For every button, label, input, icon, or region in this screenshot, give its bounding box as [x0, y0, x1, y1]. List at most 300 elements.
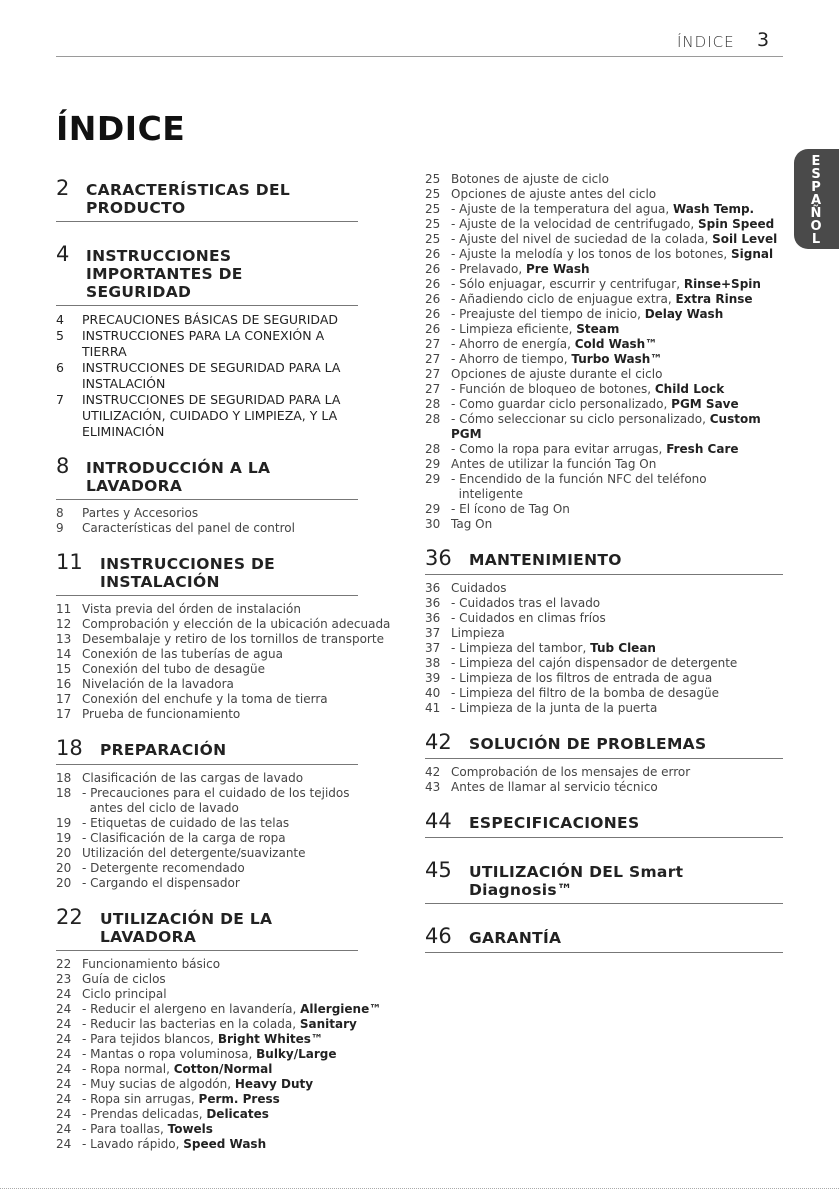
toc-entry-line: Limpieza	[451, 626, 505, 640]
toc-section-title-line: SOLUCIÓN DE PROBLEMAS	[469, 735, 707, 753]
toc-entry[interactable]	[425, 307, 783, 322]
toc-entry[interactable]	[56, 846, 358, 861]
toc-section-title	[100, 910, 358, 946]
toc-entry-text	[451, 472, 783, 502]
toc-entry[interactable]	[56, 987, 358, 1002]
toc-section-page: 18	[56, 736, 83, 760]
toc-section-page: 8	[56, 454, 70, 478]
toc-entry-text	[451, 352, 783, 367]
toc-entry-line: - Reducir el alergeno en lavandería,	[82, 1002, 301, 1016]
toc-entry[interactable]	[425, 765, 783, 780]
toc-entry-bold-term: Perm. Press	[198, 1092, 280, 1106]
toc-entry[interactable]	[56, 506, 358, 521]
toc-entry-line: Comprobación y elección de la ubicación adecuada	[82, 617, 391, 631]
toc-section-heading[interactable]	[56, 736, 358, 765]
toc-entry-page: 24	[56, 1107, 72, 1121]
toc-entry[interactable]	[425, 581, 783, 596]
toc-section-title	[469, 929, 561, 947]
toc-entry[interactable]	[56, 831, 358, 846]
toc-section-heading[interactable]	[56, 905, 358, 951]
toc-entry-line: Prueba de funcionamiento	[82, 707, 241, 721]
toc-entry-text	[82, 647, 358, 662]
toc-entry-line: Clasificación de las cargas de lavado	[82, 771, 304, 785]
toc-entry-line: - Detergente recomendado	[82, 861, 245, 875]
toc-entry-line: Desembalaje y retiro de los tornillos de transporte	[82, 632, 384, 646]
toc-section-heading[interactable]	[56, 550, 358, 596]
toc-section-title-line: INSTRUCCIONES IMPORTANTES DE	[86, 247, 243, 283]
toc-entry-bold-term: Soil Level	[712, 232, 778, 246]
language-tab	[794, 149, 839, 249]
toc-entry[interactable]	[425, 671, 783, 686]
toc-entry-page: 19	[56, 816, 72, 830]
toc-entry[interactable]	[56, 632, 384, 647]
toc-entry-page: 24	[56, 1047, 72, 1061]
toc-entry-page: 30	[425, 517, 441, 531]
toc-entry-line: - Limpieza del cajón dispensador de detergente	[451, 656, 738, 670]
toc-entry-line: INSTALACIÓN	[82, 376, 166, 391]
toc-entry[interactable]	[56, 1032, 358, 1047]
toc-entry[interactable]	[425, 217, 783, 232]
toc-section-page: 44	[425, 809, 452, 833]
toc-entry-text	[451, 596, 783, 611]
toc-entry-text	[451, 581, 783, 596]
language-tab-label: ESPAÑOL	[808, 153, 824, 245]
toc-entry-text	[82, 831, 358, 846]
toc-entry-page: 26	[425, 277, 441, 291]
toc-entry-text	[451, 780, 783, 795]
toc-entry[interactable]	[56, 312, 358, 328]
toc-entry-text	[82, 602, 358, 617]
toc-entry-text	[82, 662, 358, 677]
toc-entry-page: 20	[56, 861, 72, 875]
toc-entry-bold-term: Heavy Duty	[234, 1077, 314, 1091]
toc-entry-line: Conexión del tubo de desagüe	[82, 662, 265, 676]
toc-entry-bold-term: Bright Whites™	[217, 1032, 323, 1046]
toc-entry-page: 12	[56, 617, 72, 631]
toc-entry[interactable]	[56, 1062, 358, 1077]
toc-entry[interactable]	[425, 686, 783, 701]
toc-gap	[425, 795, 783, 809]
toc-entry-line: - Para tejidos blancos,	[82, 1032, 218, 1046]
toc-entry-page: 28	[425, 412, 441, 426]
toc-entry-text	[451, 686, 783, 701]
toc-entry-text	[451, 277, 783, 292]
page-number: 3	[757, 29, 770, 51]
toc-entry-page: 24	[56, 1137, 72, 1151]
toc-entry[interactable]	[425, 172, 783, 187]
toc-entry-line: - Ropa sin arrugas,	[82, 1092, 199, 1106]
toc-entry-page: 14	[56, 647, 72, 661]
toc-entry-text	[82, 876, 358, 891]
toc-section-title	[469, 814, 639, 832]
toc-entry-text	[451, 292, 783, 307]
toc-section-title-line: MANTENIMIENTO	[469, 551, 622, 569]
toc-entry[interactable]	[425, 780, 783, 795]
toc-entry-bold-term: Pre Wash	[525, 262, 590, 276]
toc-entry-bold-term: Custom PGM	[451, 412, 761, 441]
toc-entry[interactable]	[425, 596, 783, 611]
toc-entry-page: 28	[425, 442, 441, 456]
toc-entry-bold-term: Speed Wash	[183, 1137, 267, 1151]
toc-entry-line: - Ahorro de tiempo,	[451, 352, 572, 366]
toc-entry-line: - Como la ropa para evitar arrugas,	[451, 442, 667, 456]
toc-section-heading[interactable]	[56, 454, 358, 500]
toc-entry[interactable]	[56, 1137, 358, 1152]
toc-gap	[425, 910, 783, 924]
toc-entry-page: 4	[56, 312, 64, 327]
toc-section-title-line: SEGURIDAD	[86, 283, 192, 301]
toc-entry-page: 20	[56, 876, 72, 890]
toc-entry-text	[82, 1002, 381, 1017]
toc-entry-line: - Cuidados tras el lavado	[451, 596, 601, 610]
toc-entry-text	[451, 217, 783, 232]
toc-entry-text	[451, 502, 783, 517]
toc-entry-text	[82, 506, 358, 521]
toc-entry-page: 24	[56, 1032, 72, 1046]
toc-section-title	[469, 735, 706, 753]
toc-entry-text	[451, 322, 783, 337]
toc-entry-line: Guía de ciclos	[82, 972, 166, 986]
toc-section-title-line: UTILIZACIÓN DEL Smart Diagnosis™	[469, 863, 684, 899]
toc-entry-page: 11	[56, 602, 72, 616]
toc-entry[interactable]	[425, 397, 783, 412]
toc-entry[interactable]	[56, 647, 358, 662]
toc-entry[interactable]	[56, 692, 358, 707]
toc-gap	[425, 532, 783, 546]
toc-entry[interactable]	[56, 328, 358, 360]
toc-entry[interactable]	[425, 337, 783, 352]
toc-entry-page: 39	[425, 671, 441, 685]
toc-entry-page: 26	[425, 247, 441, 261]
toc-entry[interactable]	[425, 232, 783, 247]
toc-entry-text	[451, 187, 783, 202]
toc-entry-line: Opciones de ajuste durante el ciclo	[451, 367, 663, 381]
toc-entry-text	[82, 692, 358, 707]
toc-entry[interactable]	[56, 521, 358, 536]
toc-entry-bold-term: Bulky/Large	[256, 1047, 337, 1061]
toc-entry[interactable]	[56, 861, 358, 876]
toc-section-heading[interactable]	[56, 176, 358, 222]
toc-entry-line: - Sólo enjuagar, escurrir y centrifugar,	[451, 277, 684, 291]
toc-entry[interactable]	[425, 701, 783, 716]
toc-entry-line: - Como guardar ciclo personalizado,	[451, 397, 672, 411]
toc-entry[interactable]	[425, 352, 783, 367]
toc-section-title-line: INSTRUCCIONES DE INSTALACIÓN	[100, 555, 276, 591]
toc-entry[interactable]	[56, 957, 358, 972]
toc-section-title	[86, 247, 358, 301]
toc-section-page: 2	[56, 176, 70, 200]
toc-entry-page: 13	[56, 632, 72, 646]
toc-section-heading[interactable]	[425, 730, 783, 759]
toc-entry-page: 27	[425, 367, 441, 381]
toc-entry-page: 18	[56, 771, 72, 785]
toc-entry[interactable]	[425, 367, 783, 382]
toc-entry-line: Tag On	[451, 517, 493, 531]
toc-entry-bold-term: Child Lock	[654, 382, 725, 396]
toc-entry-text	[451, 172, 783, 187]
toc-entry-page: 25	[425, 202, 441, 216]
toc-section-title-line: INTRODUCCIÓN A LA LAVADORA	[86, 459, 271, 495]
toc-section-page: 4	[56, 242, 70, 266]
toc-entry[interactable]	[425, 457, 783, 472]
toc-entry[interactable]	[425, 187, 783, 202]
toc-entry-page: 20	[56, 846, 72, 860]
toc-entry-text	[82, 1032, 358, 1047]
toc-entry-page: 37	[425, 626, 441, 640]
toc-entry-line: - Limpieza de los filtros de entrada de agua	[451, 671, 713, 685]
toc-entry-page: 17	[56, 707, 72, 721]
toc-entry[interactable]	[425, 412, 783, 442]
toc-entry-text	[451, 765, 783, 780]
toc-entry-text	[82, 1107, 358, 1122]
toc-entry-text	[82, 1077, 358, 1092]
toc-section-page: 36	[425, 546, 452, 570]
toc-entry[interactable]	[56, 392, 358, 440]
toc-entry-page: 43	[425, 780, 441, 794]
toc-section-heading[interactable]	[56, 242, 358, 306]
toc-entry-line: - Limpieza del filtro de la bomba de desagüe	[451, 686, 720, 700]
toc-entry[interactable]	[56, 1047, 358, 1062]
toc-entry[interactable]	[56, 1017, 358, 1032]
toc-entry-text	[82, 816, 358, 831]
toc-entry-page: 6	[56, 360, 64, 375]
toc-entry-text	[82, 677, 358, 692]
toc-entry-page: 24	[56, 1062, 72, 1076]
toc-entry-line: - Prendas delicadas,	[82, 1107, 207, 1121]
toc-section-title	[86, 181, 358, 217]
toc-entry-line: - Función de bloqueo de botones,	[451, 382, 655, 396]
toc-entry-bold-term: Fresh Care	[666, 442, 739, 456]
toc-entry-page: 25	[425, 217, 441, 231]
toc-entry[interactable]	[425, 472, 783, 502]
toc-entry-line: - Limpieza eficiente,	[451, 322, 577, 336]
toc-entry[interactable]	[425, 247, 783, 262]
toc-entry-page: 26	[425, 307, 441, 321]
toc-entry-line: Cuidados	[451, 581, 507, 595]
toc-entry-line: Ciclo principal	[82, 987, 167, 1001]
toc-section-page: 42	[425, 730, 452, 754]
toc-entry-bold-term: Cold Wash™	[574, 337, 658, 351]
toc-section-heading[interactable]	[425, 809, 783, 838]
toc-entry-page: 36	[425, 581, 441, 595]
toc-entry-line: - Encendido de la función NFC del teléfono	[451, 472, 707, 486]
toc-entry-page: 9	[56, 521, 64, 535]
toc-entry-line: INSTRUCCIONES PARA LA CONEXIÓN A	[82, 328, 325, 343]
toc-entry-line: Opciones de ajuste antes del ciclo	[451, 187, 657, 201]
toc-entry-text	[451, 397, 783, 412]
toc-entry-line: Botones de ajuste de ciclo	[451, 172, 609, 186]
toc-entry[interactable]	[425, 262, 783, 277]
toc-entry-page: 24	[56, 987, 72, 1001]
toc-entry[interactable]	[56, 707, 358, 722]
toc-entry[interactable]	[56, 876, 358, 891]
toc-entry-line: - Cargando el dispensador	[82, 876, 240, 890]
toc-entry-line: Comprobación de los mensajes de error	[451, 765, 691, 779]
toc-entry-page: 42	[425, 765, 441, 779]
toc-section-title	[469, 863, 783, 899]
toc-entry-line: Utilización del detergente/suavizante	[82, 846, 306, 860]
toc-entry-bold-term: Spin Speed	[698, 217, 775, 231]
toc-entry-bold-term: Delicates	[206, 1107, 269, 1121]
toc-entry-text	[82, 707, 358, 722]
toc-section-title-line: PREPARACIÓN	[100, 741, 227, 759]
toc-entry[interactable]	[56, 1002, 382, 1017]
toc-entry-text	[451, 337, 783, 352]
toc-entry-text	[451, 412, 783, 442]
toc-entry-text	[451, 367, 783, 382]
toc-entry[interactable]	[56, 771, 358, 786]
toc-entry-page: 25	[425, 172, 441, 186]
toc-entry-line: PRECAUCIONES BÁSICAS DE SEGURIDAD	[82, 312, 339, 327]
toc-gap	[56, 536, 358, 550]
toc-entry[interactable]	[425, 382, 783, 397]
toc-entry[interactable]	[56, 602, 358, 617]
toc-gap	[56, 722, 358, 736]
toc-entry-page: 29	[425, 472, 441, 486]
toc-entry[interactable]	[56, 1107, 358, 1122]
toc-entry-text	[82, 1137, 358, 1152]
toc-entry[interactable]	[56, 1092, 358, 1107]
toc-entry-line: - El ícono de Tag On	[451, 502, 570, 516]
toc-entry-line: UTILIZACIÓN, CUIDADO Y LIMPIEZA, Y LA	[82, 408, 338, 423]
toc-entry-page: 15	[56, 662, 72, 676]
toc-entry[interactable]	[56, 1122, 358, 1137]
toc-entry-text	[451, 671, 783, 686]
toc-entry-bold-term: Rinse+Spin	[683, 277, 761, 291]
toc-entry-page: 26	[425, 322, 441, 336]
toc-entry-line: TIERRA	[82, 344, 127, 359]
toc-entry-text	[82, 846, 358, 861]
toc-entry-line: - Para toallas,	[82, 1122, 168, 1136]
toc-entry-page: 22	[56, 957, 72, 971]
toc-entry[interactable]	[56, 786, 358, 816]
toc-entry[interactable]	[56, 360, 358, 392]
toc-entry-page: 26	[425, 262, 441, 276]
toc-entry-line: Antes de utilizar la función Tag On	[451, 457, 657, 471]
toc-entry-line: Funcionamiento básico	[82, 957, 221, 971]
toc-section-heading[interactable]	[425, 546, 783, 575]
toc-entry-bold-term: Sanitary	[299, 1017, 357, 1031]
toc-entry-line: - Cuidados en climas fríos	[451, 611, 606, 625]
toc-section-page: 46	[425, 924, 452, 948]
toc-entry[interactable]	[425, 277, 783, 292]
toc-entry[interactable]	[425, 442, 783, 457]
toc-entry[interactable]	[425, 322, 783, 337]
header-label: ÍNDICE	[677, 33, 735, 51]
toc-entry[interactable]	[56, 662, 358, 677]
toc-entry-bold-term: Tub Clean	[590, 641, 656, 655]
toc-entry-page: 26	[425, 292, 441, 306]
toc-entry-bold-term: Cotton/Normal	[173, 1062, 273, 1076]
toc-entry-line: Conexión del enchufe y la toma de tierra	[82, 692, 328, 706]
toc-entry[interactable]	[425, 656, 783, 671]
toc-gap	[425, 844, 783, 858]
toc-entry[interactable]	[56, 1077, 358, 1092]
toc-entry[interactable]	[425, 626, 783, 641]
toc-right-column	[425, 172, 783, 959]
toc-entry[interactable]	[56, 816, 358, 831]
toc-entry-text	[82, 328, 358, 360]
toc-section-title	[469, 551, 622, 569]
toc-gap	[425, 716, 783, 730]
toc-entry-bold-term: Signal	[730, 247, 774, 261]
toc-entry-text	[82, 987, 358, 1002]
toc-entry-page: 27	[425, 352, 441, 366]
toc-entry-line: - Ahorro de energía,	[451, 337, 575, 351]
page-bottom-edge	[0, 1188, 839, 1189]
toc-entry-text	[451, 626, 783, 641]
toc-entry-text	[82, 1122, 358, 1137]
toc-section-page: 11	[56, 550, 83, 574]
toc-entry-page: 18	[56, 786, 72, 800]
toc-entry-text	[451, 202, 783, 217]
toc-entry-bold-term: PGM Save	[671, 397, 739, 411]
toc-entry-line: Nivelación de la lavadora	[82, 677, 234, 691]
toc-entry[interactable]	[425, 611, 783, 626]
toc-entry-page: 16	[56, 677, 72, 691]
toc-entry-page: 29	[425, 457, 441, 471]
toc-entry-line: - Clasificación de la carga de ropa	[82, 831, 286, 845]
toc-entry-text	[82, 786, 358, 816]
toc-section-title-line: GARANTÍA	[469, 929, 562, 947]
toc-entry-page: 38	[425, 656, 441, 670]
toc-entry-text	[82, 312, 358, 328]
toc-entry-line: - Preajuste del tiempo de inicio,	[451, 307, 645, 321]
toc-entry-page: 23	[56, 972, 72, 986]
toc-entry[interactable]	[425, 202, 783, 217]
toc-entry-page: 27	[425, 382, 441, 396]
toc-entry-line: - Cómo seleccionar su ciclo personalizado,	[451, 412, 710, 426]
toc-entry-text	[451, 382, 783, 397]
toc-entry[interactable]	[425, 517, 783, 532]
toc-entry-text	[82, 1047, 358, 1062]
toc-section-heading[interactable]	[425, 858, 783, 904]
toc-entry-text	[451, 611, 783, 626]
toc-entry-page: 36	[425, 611, 441, 625]
toc-entry-page: 29	[425, 502, 441, 516]
toc-entry-bold-term: Turbo Wash™	[571, 352, 663, 366]
toc-entry-line: ELIMINACIÓN	[82, 424, 165, 439]
toc-entry-page: 19	[56, 831, 72, 845]
toc-left-column	[56, 176, 391, 1152]
toc-section-title	[100, 741, 226, 759]
toc-entry-page: 28	[425, 397, 441, 411]
toc-entry-line: Partes y Accesorios	[82, 506, 199, 520]
toc-entry[interactable]	[56, 972, 358, 987]
toc-entry[interactable]	[425, 641, 783, 656]
toc-entry-page: 8	[56, 506, 64, 520]
toc-entry-text	[82, 1017, 358, 1032]
toc-entry[interactable]	[56, 617, 391, 632]
toc-entry[interactable]	[425, 502, 783, 517]
toc-entry-page: 24	[56, 1122, 72, 1136]
toc-entry-line: - Ajuste de la temperatura del agua,	[451, 202, 673, 216]
toc-entry-text	[451, 517, 783, 532]
toc-entry-page: 36	[425, 596, 441, 610]
toc-entry-bold-term: Delay Wash	[644, 307, 724, 321]
toc-entry[interactable]	[425, 292, 783, 307]
toc-entry-text	[451, 262, 783, 277]
toc-entry-bold-term: Extra Rinse	[675, 292, 753, 306]
toc-entry-text	[451, 457, 783, 472]
toc-entry-page: 24	[56, 1092, 72, 1106]
toc-entry-text	[82, 771, 358, 786]
toc-entry-line: - Lavado rápido,	[82, 1137, 184, 1151]
toc-entry-page: 40	[425, 686, 441, 700]
toc-section-heading[interactable]	[425, 924, 783, 953]
toc-entry[interactable]	[56, 677, 358, 692]
toc-entry-text	[82, 1062, 358, 1077]
